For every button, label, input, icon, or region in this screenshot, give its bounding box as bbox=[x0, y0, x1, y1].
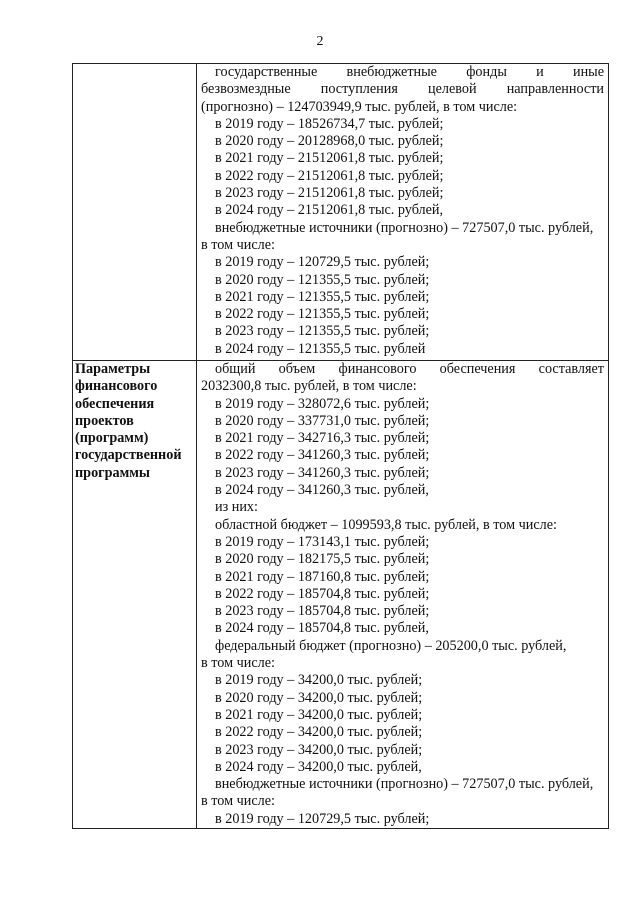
label-line: финансового bbox=[75, 378, 158, 395]
label-line: государственной bbox=[75, 447, 182, 464]
text-line: в 2020 году – 34200,0 тыс. рублей; bbox=[215, 689, 423, 706]
text-line: областной бюджет – 1099593,8 тыс. рублей, в том числе: bbox=[215, 516, 557, 533]
page-number: 2 bbox=[316, 34, 324, 49]
text-line: в 2024 году – 34200,0 тыс. рублей, bbox=[215, 758, 422, 775]
text-line: в 2023 году – 121355,5 тыс. рублей; bbox=[215, 323, 430, 340]
text-line: в 2021 году – 21512061,8 тыс. рублей; bbox=[215, 150, 444, 167]
label-cell bbox=[73, 64, 197, 361]
text-line: в 2022 году – 21512061,8 тыс. рублей; bbox=[215, 167, 444, 184]
text-line: в 2020 году – 182175,5 тыс. рублей; bbox=[215, 551, 430, 568]
text-line: в 2019 году – 120729,5 тыс. рублей; bbox=[215, 810, 430, 827]
text-line: в 2023 году – 21512061,8 тыс. рублей; bbox=[215, 185, 444, 202]
text-line: внебюджетные источники (прогнозно) – 727507,0 тыс. рублей, bbox=[215, 219, 594, 236]
text-line: в 2021 году – 121355,5 тыс. рублей; bbox=[215, 288, 430, 305]
text-line: федеральный бюджет (прогнозно) – 205200,0 тыс. рублей, bbox=[215, 637, 567, 654]
text-line: из них: bbox=[215, 499, 258, 516]
text-line: государственные внебюджетные фонды и иные bbox=[215, 64, 604, 80]
text-line: в том числе: bbox=[201, 655, 275, 672]
text-line: в 2024 году – 185704,8 тыс. рублей, bbox=[215, 620, 429, 637]
label-line: проектов bbox=[75, 412, 134, 429]
text-line: в 2020 году – 121355,5 тыс. рублей; bbox=[215, 271, 430, 288]
text-line: в том числе: bbox=[201, 793, 275, 810]
label-line: Параметры bbox=[75, 361, 151, 377]
text-line: в 2019 году – 120729,5 тыс. рублей; bbox=[215, 254, 430, 271]
text-line: в 2020 году – 20128968,0 тыс. рублей; bbox=[215, 133, 444, 150]
table-row bbox=[73, 64, 609, 361]
text-line: в 2024 году – 341260,3 тыс. рублей, bbox=[215, 482, 429, 499]
content-cell bbox=[197, 64, 609, 361]
text-line: в 2020 году – 337731,0 тыс. рублей; bbox=[215, 412, 430, 429]
text-line: в 2023 году – 185704,8 тыс. рублей; bbox=[215, 603, 430, 620]
text-line: в 2024 году – 21512061,8 тыс. рублей, bbox=[215, 202, 444, 219]
text-line: общий объем финансового обеспечения составляет bbox=[215, 361, 604, 377]
label-cell bbox=[73, 361, 197, 829]
text-line: в 2019 году – 34200,0 тыс. рублей; bbox=[215, 672, 423, 689]
text-line: в 2022 году – 185704,8 тыс. рублей; bbox=[215, 585, 430, 602]
table-row bbox=[73, 361, 609, 829]
text-line: в 2019 году – 173143,1 тыс. рублей; bbox=[215, 533, 430, 550]
text-line: в 2022 году – 34200,0 тыс. рублей; bbox=[215, 724, 423, 741]
text-line: в 2022 году – 121355,5 тыс. рублей; bbox=[215, 306, 430, 323]
label-line: обеспечения bbox=[75, 395, 155, 412]
label-line: программы bbox=[75, 464, 150, 481]
table-body bbox=[73, 64, 609, 829]
text-line: в 2023 году – 341260,3 тыс. рублей; bbox=[215, 464, 430, 481]
text-line: в 2019 году – 328072,6 тыс. рублей; bbox=[215, 395, 430, 412]
text-line: внебюджетные источники (прогнозно) – 727507,0 тыс. рублей, bbox=[215, 776, 594, 793]
text-line: (прогнозно) – 124703949,9 тыс. рублей, в том числе: bbox=[201, 98, 518, 115]
text-line: в 2021 году – 34200,0 тыс. рублей; bbox=[215, 706, 423, 723]
financing-table bbox=[72, 63, 609, 829]
content-cell bbox=[197, 361, 609, 829]
text-line: в 2021 году – 187160,8 тыс. рублей; bbox=[215, 568, 430, 585]
text-line: в том числе: bbox=[201, 236, 275, 253]
label-line: (программ) bbox=[75, 430, 149, 447]
text-line: в 2023 году – 34200,0 тыс. рублей; bbox=[215, 741, 423, 758]
text-line: в 2022 году – 341260,3 тыс. рублей; bbox=[215, 447, 430, 464]
text-line: в 2024 году – 121355,5 тыс. рублей bbox=[215, 340, 426, 357]
text-line: в 2019 году – 18526734,7 тыс. рублей; bbox=[215, 115, 444, 132]
text-line: безвозмездные поступления целевой направленности bbox=[201, 81, 604, 98]
text-line: в 2021 году – 342716,3 тыс. рублей; bbox=[215, 430, 430, 447]
text-line: 2032300,8 тыс. рублей, в том числе: bbox=[201, 378, 417, 395]
